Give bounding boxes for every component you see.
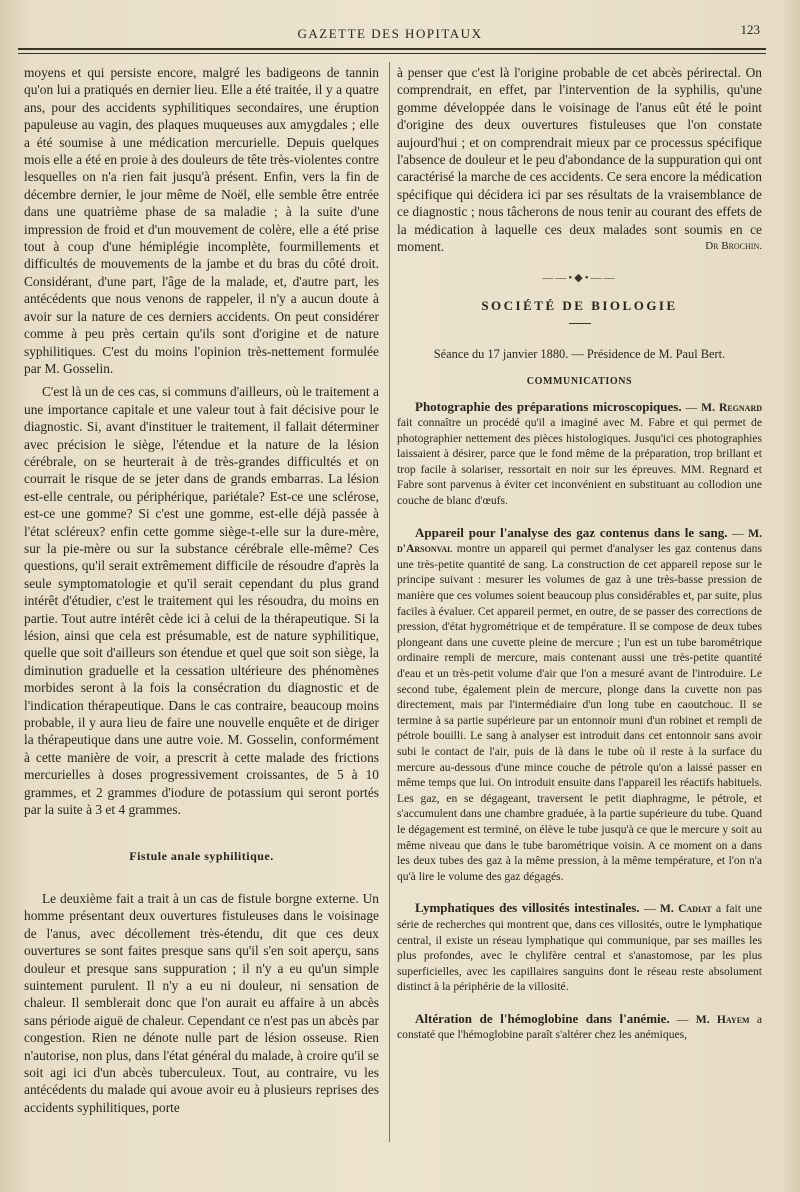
comm3-text: a fait une série de recherches qui montrent que, dans ces villosités, outre le lymphatique central, il existe un réseau lymphatique qui communique, par ses mailles les plus profondes, avec le chylifère central et s'anastomose, par les plus superficielles, avec les capillaires sanguins dont le réseau reste absolument distinct à la périphérie de la villosité. <box>397 902 762 994</box>
communication-hemoglobine: Altération de l'hémoglobine dans l'anémie. — M. Hayem a constaté que l'hémoglobine paraît s'altérer chez les anémiques, <box>397 1010 763 1042</box>
short-rule <box>569 323 591 324</box>
header-rule-thin <box>18 53 766 54</box>
comm3-title: Lymphatiques des villosités intestinales. <box>415 900 640 916</box>
comm4-text: a constaté que l'hémoglobine paraît s'altérer chez les anémiques, <box>397 1012 763 1042</box>
left-paragraph-3: Le deuxième fait a trait à un cas de fistule borgne externe. Un homme présentant deux ouvertures fistuleuses dans le voisinage de l'anus, avec décollement très-étendu, dit que ces deux ouvertures se sont faites presque sans qu'il s'en soit aperçu, sans douleur et presque sans suppuration ; il n'y a eu qu'un simple suintement purulent. Il n'y a eu ni douleur, ni sensation de chaleur. Il semblerait donc que l'on aurait eu affaire à un abcès sans période aiguë de chaleur. Cependant ce n'est pas un abcès par congestion. Rien ne dénote nulle part de lésion osseuse. Rien n'autorise, non plus, dans l'état général du malade, à croire qu'il se soit agi ici d'un abcès tuberculeux. Tout, au contraire, vu les antécédents du malade qui avoue avoir eu à plusieurs reprises des accidents syphilitiques, porte <box>24 890 379 1115</box>
right-column <box>397 64 762 1043</box>
comm4-title: Altération de l'hémoglobine dans l'anémie. <box>415 1010 670 1026</box>
journal-title: GAZETTE DES HOPITAUX <box>297 26 483 41</box>
section-title-fistule: Fistule anale syphilitique. <box>129 849 274 864</box>
right-paragraph-1: à penser que c'est là l'origine probable de cet abcès périrectal. On comprendrait, en effet, par l'intervention de la syphilis, qu'une gomme développée dans le voisinage de l'anus eût été le point d'origine des deux ouvertures fistuleuses que l'on constate aujourd'hui ; et on comprendrait mieux par ce processus spécifique l'absence de douleur et le peu d'abondance de la suppuration qui ont caractérisé la marche de ces accidents. Ce sera encore la médication spécifique qui décidera ici par ses résultats de la vraisemblance de ce diagnostic ; nous tâcherons de nous tenir au courant des effets de la médication à laquelle ces deux malades sont soumis en ce moment. <box>397 65 762 255</box>
page-number: 123 <box>740 22 760 37</box>
ornament-divider: ——•◆•—— <box>542 271 617 284</box>
comm1-title: Photographie des préparations microscopiques. <box>415 398 682 414</box>
column-separator <box>389 62 390 1142</box>
communications-heading: COMMUNICATIONS <box>526 376 633 388</box>
comm3-author: M. Cadiat <box>659 902 712 916</box>
comm4-author: M. Hayem <box>695 1012 750 1026</box>
left-paragraph-2: C'est là un de ces cas, si communs d'ailleurs, où le traitement a une importance capitale et une valeur tout à fait décisive pour le diagnostic. Si, avant d'instituer le traitement, il fallait déterminer avec précision le siège, l'étendue et la nature de la lésion cérébrale, on se heurterait à de très-grandes difficultés et on courrait le risque de se jeter dans de grands embarras. La lésion est-elle centrale, ou périphérique, pariétale? Est-ce une sclérose, est-ce une gomme? Si c'est une gomme, est-elle déjà passée à l'état scléreux? enfin cette gomme siège-t-elle sur la dure-mère, sur la pie-mère ou sur la substance cérébrale elle-même? Ces questions, qu'il serait extrêmement difficile de résoudre d'après la seule symptomatologie et qu'il serait cependant du plus grand intérêt d'étudier, c'est le traitement qui les résoudra, du moins en partie. Tout autre intérêt cède ici à celui de la thérapeutique. Si la lésion, ainsi que cela est présumable, est de nature syphilitique, quelle que soit d'ailleurs son étendue et quel que soit son siège, la diminution graduelle et la cessation ultérieure des phénomènes morbides seront à la fois la consécration du diagnostic et de l'indication thérapeutique. Dans le cas contraire, beaucoup moins probable, il y aura lieu de faire une nouvelle enquête et de diriger la thérapeutique dans une autre voie. M. Gosselin, conformément à cette manière de voir, a prescrit à cette malade des frictions mercurielles à doses progressivement croissantes, de 5 à 10 grammes, et 2 grammes d'iodure de potassium qui seront portés par la suite à 3 et 4 grammes. <box>24 384 379 818</box>
communication-lymphatiques: Lymphatiques des villosités intestinales. — M. Cadiat a fait une série de recherches qui montrent que, dans ces villosités, outre le lymphatique central, il existe un réseau lymphatique qui communique, par ses mailles les plus profondes, avec le chylifère central et s'anastomose, par les plus superficielles, avec les capillaires sanguins dont le réseau reste absolument distinct à la périphérie de la villosité. <box>397 900 762 994</box>
society-title: SOCIÉTÉ DE BIOLOGIE <box>481 298 678 314</box>
author-signature: Dr Brochin. <box>705 240 762 253</box>
comm2-title: Appareil pour l'analyse des gaz contenus dans le sang. <box>415 524 728 540</box>
communication-photographie: Photographie des préparations microscopiques. — M. Regnard fait connaître un procédé qu'il a imaginé avec M. Fabre et qui permet de photographier nettement des pièces histologiques. Jusqu'ici ces photographies laissaient à désirer, parce que le fond même de la préparation, trop brillant et trop facile à solariser, ressortait en noir sur les épreuves. MM. Regnard et Fabre sont parvenus à éviter cet inconvénient en substituant au collodion une couche de blanc d'œufs. <box>397 398 763 508</box>
comm1-text: fait connaître un procédé qu'il a imaginé avec M. Fabre et qui permet de photographier nettement des pièces histologiques. Jusqu'ici ces photographies laissaient à désirer, parce que le fond même de la préparation, trop brillant et trop facile à solariser, ressortait en noir sur les épreuves. MM. Regnard et Fabre sont parvenus à éviter cet inconvénient en substituant au collodion une couche de blanc d'œufs. <box>397 416 762 508</box>
comm2-author: M. d'Arsonval <box>397 526 763 556</box>
header-rule-thick <box>18 48 766 50</box>
running-head <box>20 22 760 46</box>
comm2-text: montre un appareil qui permet d'analyser les gaz contenus dans une très-petite quantité de sang. La construction de cet appareil repose sur le principe suivant : mesurer les volumes de gaz à une très-basse pression de manière que ces volumes soient beaucoup plus considérables et, par suite, plus faciles à évaluer. Cet appareil permet, en outre, de se passer des corrections de pression, d'état hygrométrique et de température. Il se compose de deux tubes plongeant dans une cuvette pleine de mercure ; l'un est un tube barométrique ordinaire rempli de mercure, mais contenant aussi une très-petite quantité d'eau et un très-petit volume d'air que l'on a mesuré avant de l'introduire. Le second tube, également plein de mercure, plonge dans la cuvette non pas directement, mais par l'intermédiaire d'un long tube en caoutchouc. Il se termine à sa partie supérieure par un entonnoir muni d'un robinet et rempli de pétrole bouilli. Le sang à analyser est introduit dans cet entonnoir sans avoir subi le contact de l'air, puis de là dans le tube où il reste à la surface du mercure au-dessous d'une mince couche de pétrole qu'on a laissé passer en même temps que lui. On introduit ensuite dans l'appareil les réactifs habituels. Les gaz, en se dégageant, traversent le petit diaphragme, le pétrole, et s'accumulent dans une chambre graduée, à la partie supérieure du tube. Quand le dégagement est terminé, on élève le tube jusqu'à ce que le mercure y soit au même niveau que dans le tube barométrique voisin. A ce moment on a dans les deux tubes des gaz à la même pression, à la même température, et l'on n'a qu'à lire le volume des gaz dégagés. <box>397 542 762 883</box>
left-column <box>24 64 379 1116</box>
left-paragraph-1: moyens et qui persiste encore, malgré les badigeons de tannin qu'on lui a pratiqués en dernier lieu. Elle a été traitée, il y a quatre ans, pour des accidents syphilitiques secondaires, une éruption papuleuse au vagin, des plaques muqueuses aux amygdales ; elle a été soumise à une médication mercurielle. Depuis quelques mois elle a été en proie à des douleurs de tête très-violentes contre lesquelles on n'a rien fait jusqu'à présent. Enfin, vers la fin de décembre dernier, le jour même de Noël, elle semble être entrée dans une quatrième phase de sa maladie ; à la suite d'une impression de froid et d'un mouvement de colère, elle a été prise tout à coup d'une hémiplégie incomplète, fourmillements et difficultés de mouvements de la jambe et du bras du côté droit. Considérant, d'une part, l'âge de la malade, et, d'autre part, les antécédents que nous venons de rappeler, il n'y a aucun doute à avoir sur la nature de ces derniers accidents. On peut considérer comme à peu près certain qu'ils sont d'origine et de nature syphilitiques. C'est du moins l'opinion très-nettement formulée par M. Gosselin. <box>24 65 379 376</box>
comm1-author: M. Regnard <box>701 400 763 414</box>
seance-line: Séance du 17 janvier 1880. — Présidence de M. Paul Bert. <box>433 346 726 361</box>
communication-gaz-sang: Appareil pour l'analyse des gaz contenus dans le sang. — M. d'Arsonval montre un appareil qui permet d'analyser les gaz contenus dans une très-petite quantité de sang. La construction de cet appareil repose sur le principe suivant : mesurer les volumes de gaz à une très-basse pression de manière que ces volumes soient beaucoup plus considérables et, par suite, plus faciles à évaluer. Cet appareil permet, en outre, de se passer des corrections de pression, d'état hygrométrique et de température. Il se compose de deux tubes plongeant dans une cuvette pleine de mercure ; l'un est un tube barométrique ordinaire rempli de mercure, mais contenant aussi une très-petite quantité d'eau et un très-petit volume d'air que l'on a mesuré avant de l'introduire. Le second tube, également plein de mercure, plonge dans la cuvette non pas directement, mais par l'intermédiaire d'un long tube en caoutchouc. Il se termine à sa partie supérieure par un entonnoir muni d'un robinet et rempli de pétrole bouilli. Le sang à analyser est introduit dans cet entonnoir sans avoir subi le contact de l'air, puis de là dans le tube où il reste à la surface du mercure au-dessous d'une mince couche de pétrole qu'on a laissé passer en même temps que lui. On introduit ensuite dans l'appareil les réactifs habituels. Les gaz, en se dégageant, traversent le petit diaphragme, le pétrole, et s'accumulent dans une chambre graduée, à la partie supérieure du tube. Quand le dégagement est terminé, on élève le tube jusqu'à ce que le mercure y soit au même niveau que dans le tube barométrique voisin. A ce moment on a dans les deux tubes des gaz à la même pression, à la même température, et l'on n'a qu'à lire le volume des gaz dégagés. <box>397 524 763 883</box>
